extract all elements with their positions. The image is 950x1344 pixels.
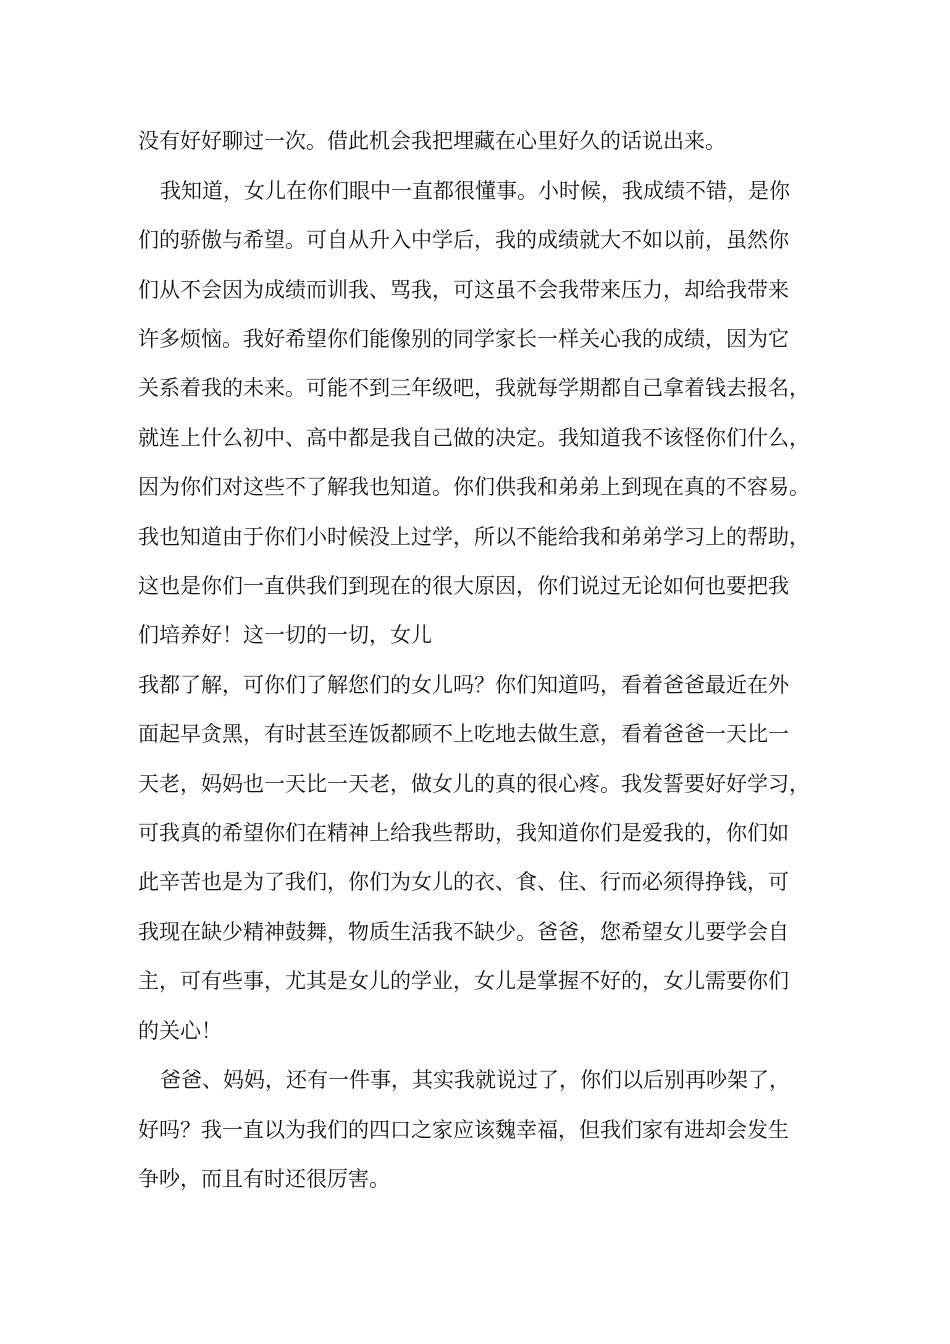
paragraph-3-line-2: 面起早贪黑，有时甚至连饭都顾不上吃地去做生意，看着爸爸一天比一: [138, 722, 789, 746]
paragraph-2-line-6: 就连上什么初中、高中都是我自己做的决定。我知道我不该怪你们什么，: [138, 426, 810, 450]
paragraph-2-line-8: 我也知道由于你们小时候没上过学，所以不能给我和弟弟学习上的帮助，: [138, 525, 810, 549]
paragraph-2-line-4: 许多烦恼。我好希望你们能像别的同学家长一样关心我的成绩，因为它: [138, 327, 789, 351]
paragraph-4-line-3: 争吵，而且有时还很厉害。: [138, 1167, 390, 1191]
paragraph-3-line-7: 主，可有些事，尤其是女儿的学业，女儿是掌握不好的，女儿需要你们: [138, 969, 789, 993]
paragraph-2-line-9: 这也是你们一直供我们到现在的很大原因，你们说过无论如何也要把我: [138, 574, 789, 598]
paragraph-3-line-5: 此辛苦也是为了我们，你们为女儿的衣、食、住、行而必须得挣钱，可: [138, 870, 789, 894]
paragraph-3-line-6: 我现在缺少精神鼓舞，物质生活我不缺少。爸爸，您希望女儿要学会自: [138, 920, 789, 944]
paragraph-3-line-8: 的关心！: [138, 1019, 222, 1043]
paragraph-2-line-2: 们的骄傲与希望。可自从升入中学后，我的成绩就大不如以前，虽然你: [138, 228, 789, 252]
paragraph-2-line-1: 我知道，女儿在你们眼中一直都很懂事。小时候，我成绩不错，是你: [160, 179, 790, 203]
paragraph-4-line-1: 爸爸、妈妈，还有一件事，其实我就说过了，你们以后别再吵架了，: [160, 1068, 790, 1092]
paragraph-4-line-2: 好吗？我一直以为我们的四口之家应该魏幸福，但我们家有进却会发生: [138, 1118, 789, 1142]
paragraph-3-line-1: 我都了解，可你们了解您们的女儿吗？你们知道吗，看着爸爸最近在外: [138, 673, 789, 697]
paragraph-2-line-5: 关系着我的未来。可能不到三年级吧，我就每学期都自己拿着钱去报名，: [138, 376, 810, 400]
text-line-1: 没有好好聊过一次。借此机会我把埋藏在心里好久的话说出来。: [138, 129, 726, 153]
paragraph-2-line-7: 因为你们对这些不了解我也知道。你们供我和弟弟上到现在真的不容易。: [138, 475, 810, 499]
paragraph-3-line-3: 天老，妈妈也一天比一天老，做女儿的真的很心疼。我发誓要好好学习，: [138, 772, 810, 796]
paragraph-2-line-10: 们培养好！这一切的一切，女儿: [138, 623, 432, 647]
paragraph-3-line-4: 可我真的希望你们在精神上给我些帮助，我知道你们是爱我的，你们如: [138, 821, 789, 845]
paragraph-2-line-3: 们从不会因为成绩而训我、骂我，可这虽不会我带来压力，却给我带来: [138, 278, 789, 302]
